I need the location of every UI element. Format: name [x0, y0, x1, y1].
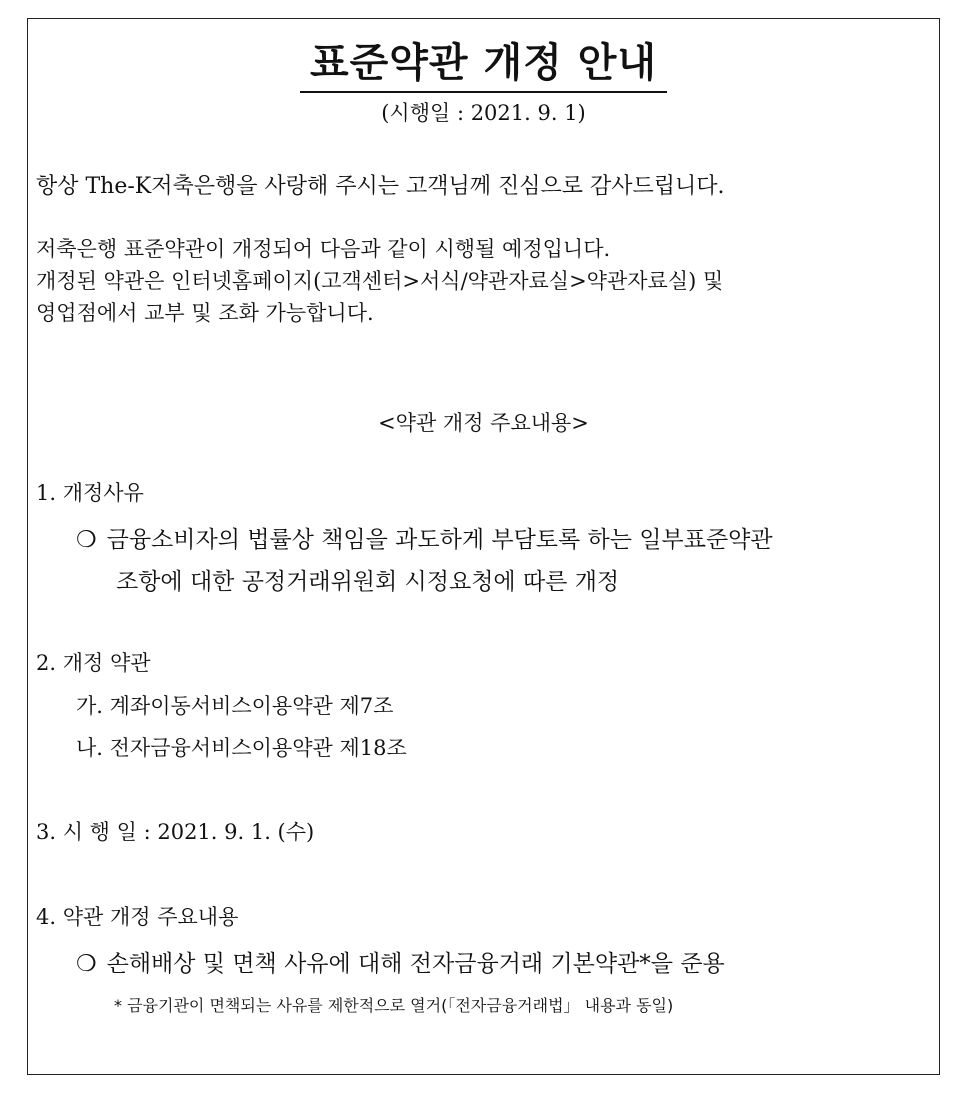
terms-heading: 2. 개정 약관	[36, 651, 151, 675]
main-content-heading: 4. 약관 개정 주요내용	[36, 905, 239, 929]
terms-item-a: 가. 계좌이동서비스이용약관 제7조	[76, 694, 394, 718]
greeting-text: 항상 The-K저축은행을 사랑해 주시는 고객님께 진심으로 감사드립니다.	[36, 174, 725, 199]
intro-line-3: 영업점에서 교부 및 조화 가능합니다.	[36, 301, 374, 325]
effective-heading: 3. 시 행 일 : 2021. 9. 1. (수)	[36, 820, 315, 844]
reason-heading: 1. 개정사유	[36, 481, 144, 505]
section-heading: <약관 개정 주요내용>	[378, 411, 589, 435]
terms-item-b: 나. 전자금융서비스이용약관 제18조	[76, 736, 407, 760]
reason-line-1: 금융소비자의 법률상 책임을 과도하게 부담토록 하는 일부표준약관	[106, 527, 773, 553]
notice-frame	[27, 18, 940, 1075]
effective-date-line: (시행일 : 2021. 9. 1)	[381, 101, 586, 125]
circle-bullet-icon: ❍	[76, 527, 97, 553]
notice-title: 표준약관 개정 안내	[28, 31, 939, 93]
reason-line-2: 조항에 대한 공정거래위원회 시정요청에 따른 개정	[116, 569, 620, 595]
main-content-bullet	[76, 945, 725, 978]
intro-line-2: 개정된 약관은 인터넷홈페이지(고객센터>서식/약관자료실>약관자료실) 및	[36, 269, 724, 293]
footnote: * 금융기관이 면책되는 사유를 제한적으로 열거(「전자금융거래법」 내용과 동일)	[114, 996, 674, 1015]
main-content-line-1: 손해배상 및 면책 사유에 대해 전자금융거래 기본약관*을 준용	[106, 951, 725, 977]
intro-line-1: 저축은행 표준약관이 개정되어 다음과 같이 시행될 예정입니다.	[36, 237, 611, 261]
reason-bullet	[76, 521, 773, 554]
circle-bullet-icon: ❍	[76, 951, 97, 977]
